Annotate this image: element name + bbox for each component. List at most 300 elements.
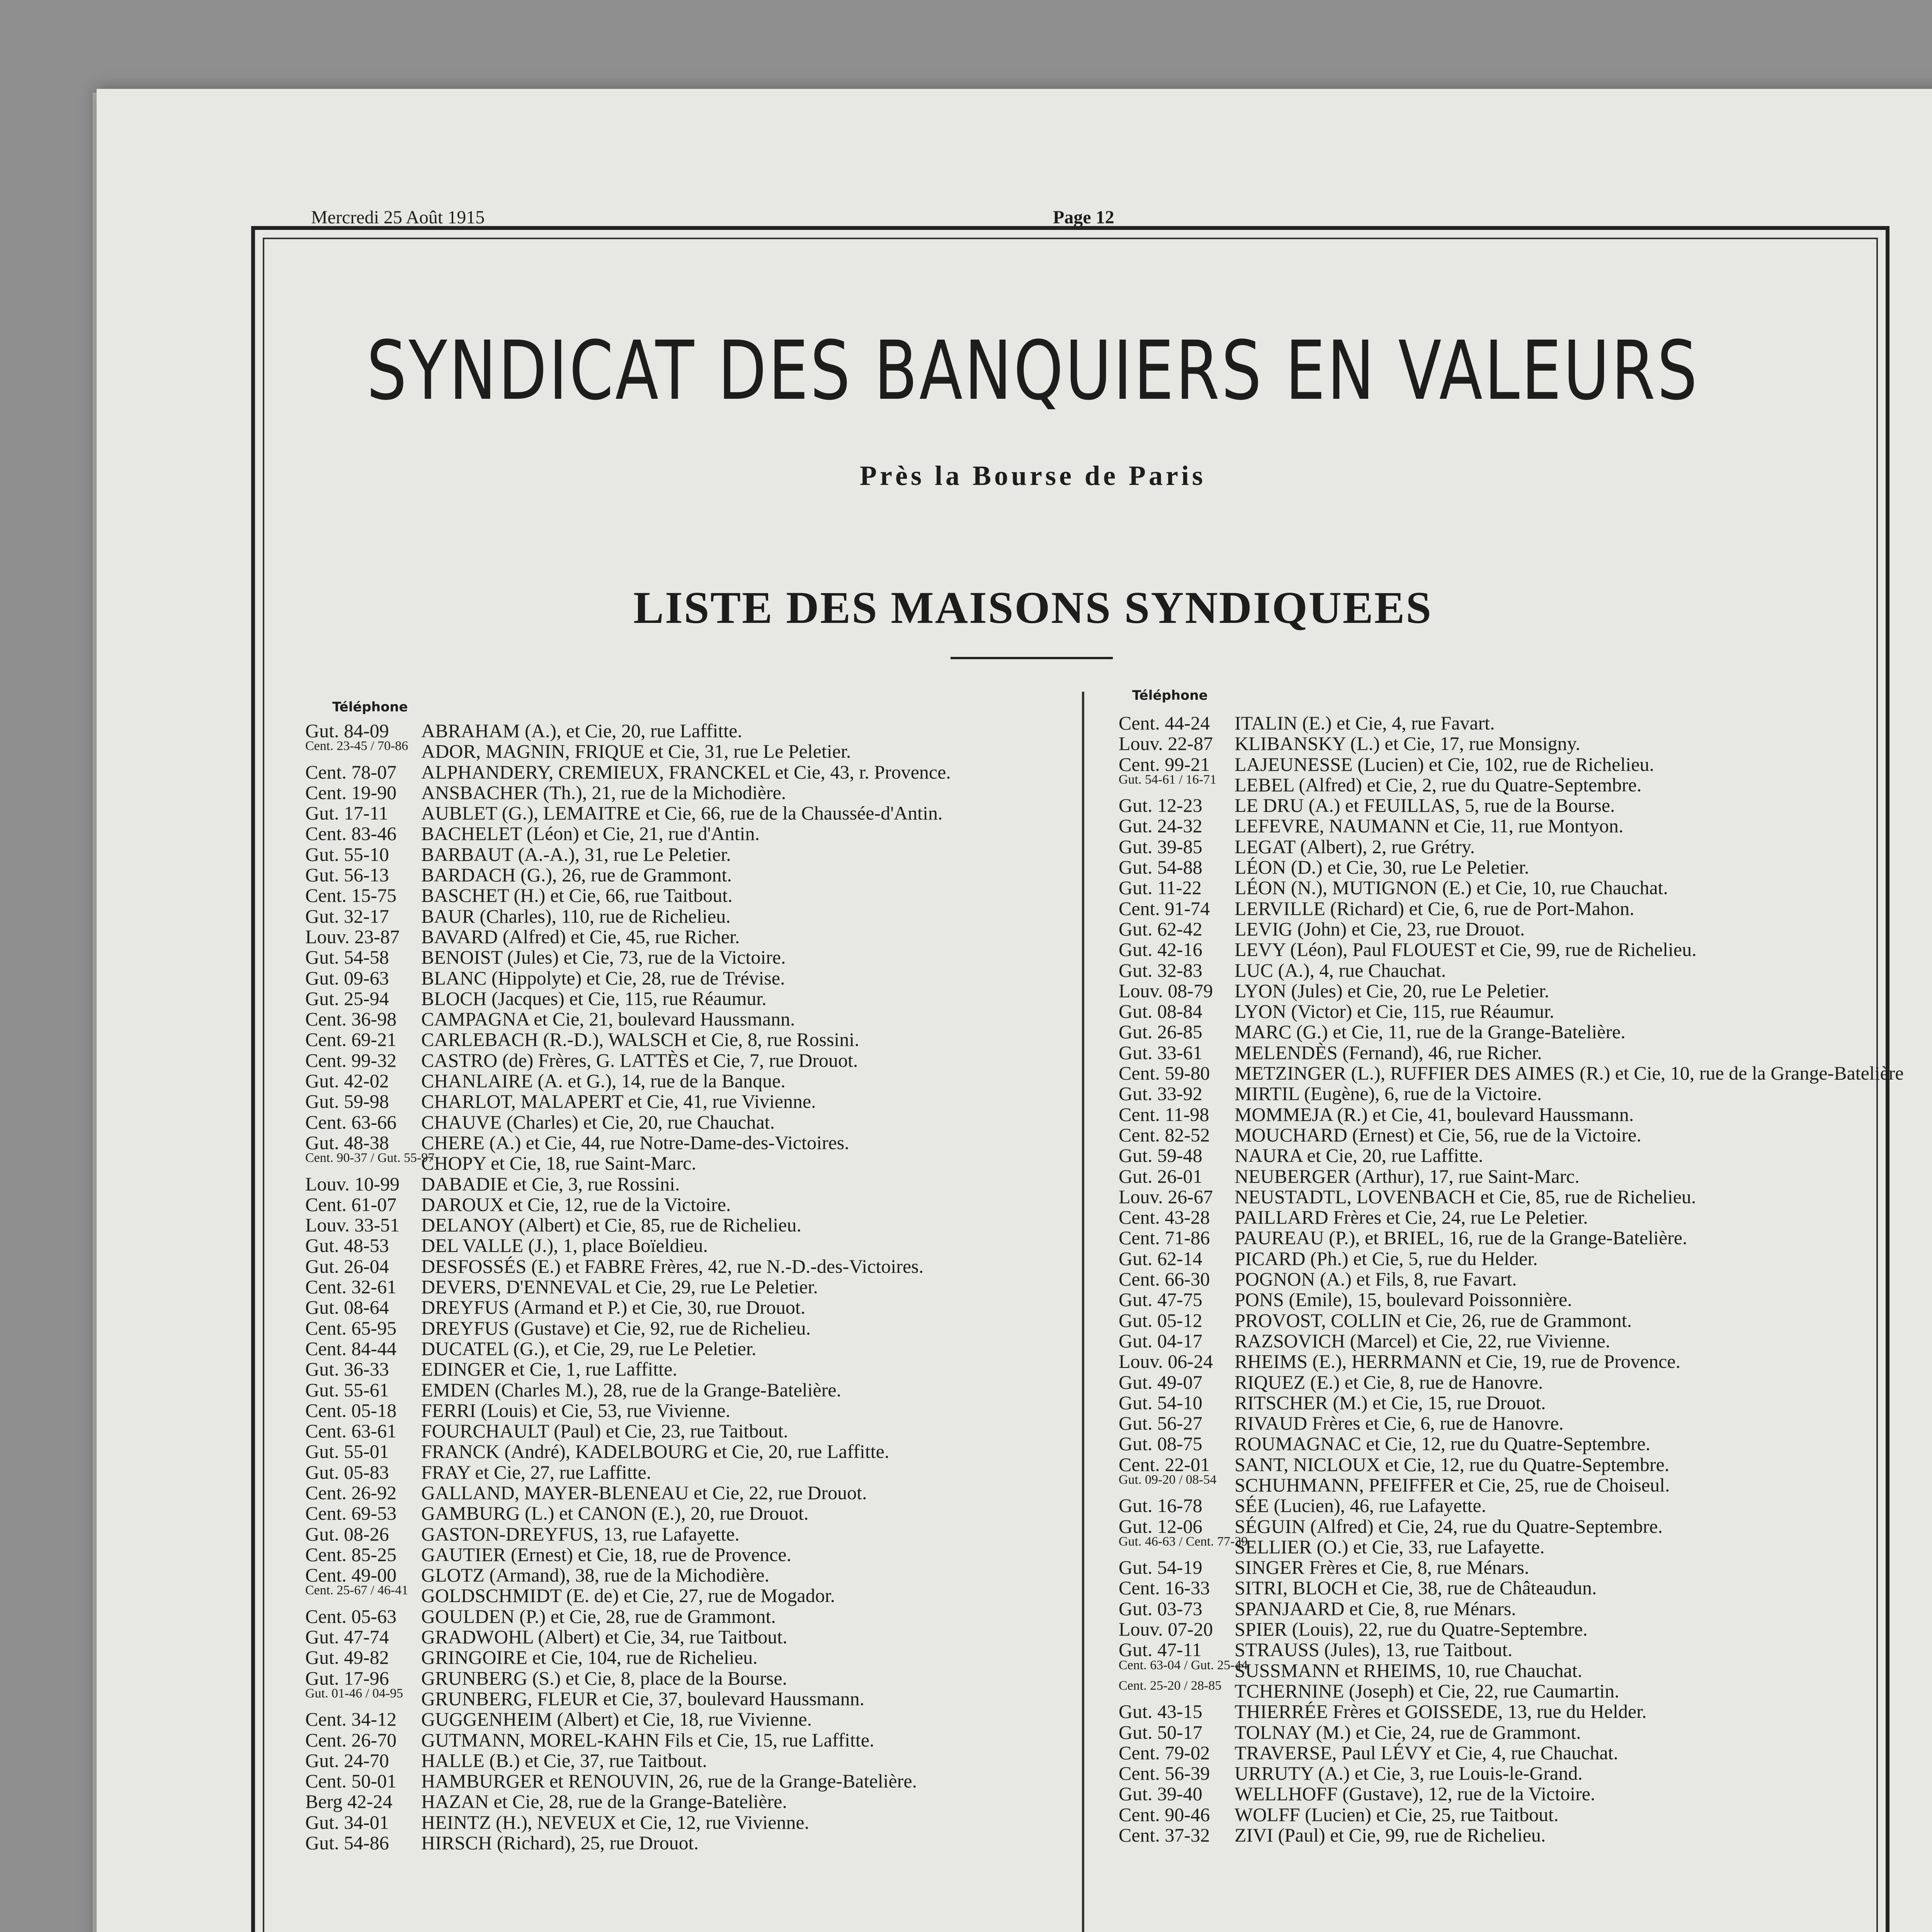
- member-entry: [1119, 1619, 1891, 1639]
- member-entry: [305, 1771, 1078, 1791]
- member-entry: [1119, 1001, 1891, 1022]
- member-name-address: CHOPY et Cie, 18, rue Saint-Marc.: [421, 1152, 696, 1174]
- member-entry: [1119, 1125, 1891, 1145]
- telephone-number: Gut. 42-02: [305, 1070, 389, 1092]
- member-name-address: LEVY (Léon), Paul FLOUEST et Cie, 99, rue de Richelieu.: [1235, 939, 1697, 961]
- member-entry: [305, 1647, 1078, 1668]
- telephone-number: Gut. 12-06: [1119, 1515, 1202, 1537]
- member-name-address: GLOTZ (Armand), 38, rue de la Michodière.: [421, 1564, 770, 1586]
- telephone-number: Gut. 49-07: [1119, 1371, 1202, 1393]
- telephone-number: Gut. 54-88: [1119, 856, 1202, 878]
- member-entry: [305, 1194, 1078, 1215]
- member-entry: [305, 721, 1078, 741]
- member-name-address: EDINGER et Cie, 1, rue Laffitte.: [421, 1358, 677, 1380]
- telephone-number: Cent. 05-18: [305, 1399, 397, 1421]
- member-entry: [1119, 1145, 1891, 1166]
- telephone-number: Louv. 22-87: [1119, 733, 1213, 755]
- member-entry: [305, 1380, 1078, 1400]
- member-entry: [305, 1400, 1078, 1421]
- member-name-address: MOMMEJA (R.) et Cie, 41, boulevard Haussmann.: [1235, 1103, 1634, 1125]
- member-name-address: TCHERNINE (Joseph) et Cie, 22, rue Caumartin.: [1235, 1680, 1619, 1702]
- member-entry: [1119, 816, 1891, 836]
- telephone-number: Gut. 17-96: [305, 1667, 389, 1689]
- telephone-number: Gut. 59-48: [1119, 1145, 1202, 1167]
- member-entry: [1119, 733, 1891, 754]
- telephone-number: Cent. 84-44: [305, 1337, 397, 1359]
- telephone-number: Gut. 33-92: [1119, 1083, 1202, 1105]
- member-entry: [305, 1215, 1078, 1235]
- telephone-number: Gut. 03-73: [1119, 1597, 1202, 1619]
- member-name-address: NEUBERGER (Arthur), 17, rue Saint-Marc.: [1235, 1165, 1580, 1187]
- telephone-number: Gut. 12-23: [1119, 794, 1202, 816]
- member-entry: [1119, 1701, 1891, 1722]
- member-entry: [305, 1812, 1078, 1833]
- member-name-address: DEVERS, D'ENNEVAL et Cie, 29, rue Le Peletier.: [421, 1276, 818, 1298]
- member-entry: [305, 1750, 1078, 1771]
- telephone-number: Cent. 50-01: [305, 1770, 397, 1792]
- member-entry: [1119, 1743, 1891, 1763]
- telephone-number: Cent. 85-25: [305, 1543, 397, 1565]
- member-name-address: SCHUHMANN, PFEIFFER et Cie, 25, rue de Choiseul.: [1235, 1474, 1670, 1496]
- telephone-number: Cent. 43-28: [1119, 1206, 1210, 1228]
- telephone-number: Gut. 11-22: [1119, 877, 1202, 899]
- member-entry: [305, 844, 1078, 865]
- member-entry: [305, 906, 1078, 927]
- telephone-number: Gut. 56-27: [1119, 1412, 1202, 1434]
- member-name-address: GAUTIER (Ernest) et Cie, 18, rue de Provence.: [421, 1543, 792, 1565]
- member-name-address: MIRTIL (Eugène), 6, rue de la Victoire.: [1235, 1083, 1542, 1105]
- member-name-address: HEINTZ (H.), NEVEUX et Cie, 12, rue Vivienne.: [421, 1811, 810, 1833]
- member-entry: [1119, 1413, 1891, 1434]
- telephone-number: Gut. 25-94: [305, 987, 389, 1009]
- member-entry: [305, 741, 1078, 762]
- member-entry: [305, 1133, 1078, 1153]
- telephone-number: Cent. 65-95: [305, 1317, 397, 1339]
- member-name-address: TOLNAY (M.) et Cie, 24, rue de Grammont.: [1235, 1721, 1581, 1743]
- telephone-number: Gut. 59-98: [305, 1090, 389, 1112]
- telephone-number: Cent. 49-00: [305, 1564, 397, 1586]
- member-entry: [305, 1441, 1078, 1462]
- telephone-number: Gut. 55-10: [305, 843, 389, 865]
- telephone-number: Gut. 24-32: [1119, 815, 1202, 837]
- member-entry: [305, 1668, 1078, 1689]
- member-entry: [1119, 1083, 1891, 1104]
- member-entry: [1119, 1022, 1891, 1042]
- left-member-list: [305, 721, 1078, 1853]
- member-entry: [1119, 1825, 1891, 1845]
- member-entry: [1119, 1639, 1891, 1660]
- member-name-address: ZIVI (Paul) et Cie, 99, rue de Richelieu.: [1235, 1824, 1546, 1846]
- telephone-number: Gut. 46-63 / Cent. 77-39: [1119, 1534, 1248, 1549]
- member-entry: [305, 1359, 1078, 1379]
- telephone-number: Gut. 26-01: [1119, 1165, 1202, 1187]
- telephone-number: Cent. 37-32: [1119, 1824, 1210, 1846]
- telephone-number: Gut. 56-13: [305, 864, 389, 886]
- member-entry: [1119, 1043, 1891, 1063]
- telephone-number: Gut. 08-75: [1119, 1433, 1202, 1455]
- member-entry: [1119, 939, 1891, 960]
- member-entry: [1119, 837, 1891, 857]
- member-entry: [1119, 960, 1891, 981]
- syndicate-subtitle: Près la Bourse de Paris: [860, 460, 1206, 491]
- member-name-address: HIRSCH (Richard), 25, rue Drouot.: [421, 1832, 699, 1854]
- member-entry: [1119, 713, 1891, 733]
- member-entry: [1119, 878, 1891, 898]
- member-name-address: URRUTY (A.) et Cie, 3, rue Louis-le-Grand.: [1235, 1762, 1583, 1784]
- telephone-number: Gut. 50-17: [1119, 1721, 1202, 1743]
- member-name-address: STRAUSS (Jules), 13, rue Taitbout.: [1235, 1639, 1513, 1661]
- member-entry: [305, 1071, 1078, 1091]
- member-entry: [305, 1318, 1078, 1338]
- member-name-address: WELLHOFF (Gustave), 12, rue de la Victoire.: [1235, 1783, 1595, 1805]
- telephone-number: Gut. 32-83: [1119, 959, 1202, 981]
- telephone-number: Cent. 16-33: [1119, 1577, 1210, 1599]
- member-entry: [305, 865, 1078, 885]
- member-entry: [1119, 1331, 1891, 1351]
- member-entry: [305, 1606, 1078, 1627]
- member-entry: [305, 1565, 1078, 1585]
- member-entry: [305, 1524, 1078, 1544]
- member-name-address: CHERE (A.) et Cie, 44, rue Notre-Dame-des-Victoires.: [421, 1131, 849, 1153]
- member-entry: [305, 1791, 1078, 1812]
- member-entry: [305, 1297, 1078, 1318]
- member-entry: [1119, 1454, 1891, 1475]
- member-name-address: LE DRU (A.) et FEUILLAS, 5, rue de la Bourse.: [1235, 794, 1615, 816]
- member-entry: [1119, 1722, 1891, 1743]
- member-name-address: DABADIE et Cie, 3, rue Rossini.: [421, 1173, 680, 1195]
- telephone-number: Cent. 66-30: [1119, 1268, 1210, 1290]
- telephone-number: Gut. 24-70: [305, 1749, 389, 1771]
- member-name-address: SÉGUIN (Alfred) et Cie, 24, rue du Quatre-Septembre.: [1235, 1515, 1663, 1537]
- member-name-address: MOUCHARD (Ernest) et Cie, 56, rue de la Victoire.: [1235, 1124, 1641, 1146]
- member-name-address: DAROUX et Cie, 12, rue de la Victoire.: [421, 1193, 731, 1215]
- member-name-address: LUC (A.), 4, rue Chauchat.: [1235, 959, 1446, 981]
- telephone-number: Gut. 33-61: [1119, 1041, 1202, 1063]
- telephone-number: Cent. 63-66: [305, 1111, 397, 1133]
- telephone-number: Gut. 47-75: [1119, 1289, 1202, 1311]
- telephone-number: Cent. 11-98: [1119, 1103, 1209, 1125]
- member-entry: [1119, 1678, 1891, 1702]
- member-entry: [305, 1483, 1078, 1503]
- telephone-number: Gut. 09-20 / 08-54: [1119, 1472, 1217, 1487]
- member-entry: [1119, 1393, 1891, 1413]
- member-name-address: PICARD (Ph.) et Cie, 5, rue du Helder.: [1235, 1247, 1538, 1269]
- member-name-address: RAZSOVICH (Marcel) et Cie, 22, rue Vivienne.: [1235, 1330, 1611, 1352]
- member-entry: [1119, 1248, 1891, 1269]
- telephone-number: Gut. 05-83: [305, 1461, 389, 1483]
- telephone-number: Gut. 16-78: [1119, 1495, 1202, 1517]
- telephone-number: Cent. 26-70: [305, 1729, 397, 1751]
- member-entry: [1119, 1166, 1891, 1187]
- member-name-address: DELANOY (Albert) et Cie, 85, rue de Richelieu.: [421, 1214, 801, 1236]
- member-name-address: GOULDEN (P.) et Cie, 28, rue de Grammont.: [421, 1605, 776, 1627]
- telephone-number: Cent. 78-07: [305, 761, 397, 783]
- telephone-number: Cent. 99-32: [305, 1049, 397, 1071]
- right-member-list: [1119, 712, 1904, 1846]
- telephone-number: Gut. 17-11: [305, 802, 388, 824]
- member-entry: [1119, 1534, 1891, 1558]
- telephone-number: Gut. 54-10: [1119, 1391, 1202, 1413]
- member-name-address: BARDACH (G.), 26, rue de Grammont.: [421, 864, 732, 886]
- member-entry: [305, 803, 1078, 823]
- telephone-number: Cent. 82-52: [1119, 1124, 1210, 1146]
- member-name-address: GALLAND, MAYER-BLENEAU et Cie, 22, rue Drouot.: [421, 1481, 867, 1503]
- member-name-address: SPANJAARD et Cie, 8, rue Ménars.: [1235, 1597, 1516, 1619]
- member-name-address: HAZAN et Cie, 28, rue de la Grange-Batelière.: [421, 1791, 787, 1813]
- member-name-address: PAILLARD Frères et Cie, 24, rue Le Peletier.: [1235, 1206, 1588, 1228]
- telephone-number: Gut. 84-09: [305, 720, 389, 742]
- member-name-address: CARLEBACH (R.-D.), WALSCH et Cie, 8, rue Rossini.: [421, 1029, 859, 1051]
- member-name-address: LYON (Victor) et Cie, 115, rue Réaumur.: [1235, 1000, 1554, 1022]
- telephone-number: Cent. 22-01: [1119, 1453, 1210, 1475]
- member-entry: [1119, 898, 1891, 919]
- telephone-number: Cent. 36-98: [305, 1008, 397, 1030]
- member-name-address: AUBLET (G.), LEMAITRE et Cie, 66, rue de la Chaussée-d'Antin.: [421, 802, 943, 824]
- telephone-number: Gut. 55-01: [305, 1440, 389, 1463]
- member-name-address: DUCATEL (G.), et Cie, 29, rue Le Peletier.: [421, 1337, 757, 1359]
- telephone-number: Louv. 06-24: [1119, 1350, 1213, 1372]
- member-entry: [305, 1153, 1078, 1173]
- member-name-address: TRAVERSE, Paul LÉVY et Cie, 4, rue Chauchat.: [1235, 1742, 1618, 1764]
- telephone-number: Cent. 83-46: [305, 823, 397, 845]
- member-name-address: LAJEUNESSE (Lucien) et Cie, 102, rue de Richelieu.: [1235, 753, 1654, 775]
- telephone-number: Gut. 47-11: [1119, 1639, 1202, 1661]
- member-entry: [1119, 1472, 1891, 1496]
- title-rule: [951, 657, 1113, 659]
- column-divider: [1082, 692, 1084, 1932]
- telephone-number: Cent. 59-80: [1119, 1062, 1210, 1084]
- telephone-number: Gut. 54-19: [1119, 1556, 1202, 1578]
- member-entry: [1119, 1351, 1891, 1372]
- member-name-address: LERVILLE (Richard) et Cie, 6, rue de Port-Mahon.: [1235, 897, 1634, 919]
- member-entry: [305, 988, 1078, 1009]
- member-entry: [305, 968, 1078, 988]
- issue-date: Mercredi 25 Août 1915: [311, 207, 485, 228]
- member-name-address: CAMPAGNA et Cie, 21, boulevard Haussmann.: [421, 1008, 795, 1030]
- member-name-address: RITSCHER (M.) et Cie, 15, rue Drouot.: [1235, 1391, 1546, 1413]
- telephone-number: Gut. 48-38: [305, 1131, 389, 1153]
- telephone-number: Cent. 44-24: [1119, 712, 1210, 734]
- telephone-number: Gut. 32-17: [305, 905, 389, 927]
- member-name-address: DREYFUS (Armand et P.) et Cie, 30, rue Drouot.: [421, 1296, 806, 1318]
- telephone-number: Gut. 42-16: [1119, 939, 1202, 961]
- member-name-address: METZINGER (L.), RUFFIER DES AIMES (R.) et Cie, 10, rue de la Grange-Batelière: [1235, 1062, 1904, 1084]
- member-name-address: DEL VALLE (J.), 1, place Boïeldieu.: [421, 1235, 708, 1257]
- member-name-address: MARC (G.) et Cie, 11, rue de la Grange-Batelière.: [1235, 1021, 1626, 1043]
- member-name-address: GRUNBERG (S.) et Cie, 8, place de la Bourse.: [421, 1667, 787, 1689]
- member-name-address: SÉE (Lucien), 46, rue Lafayette.: [1235, 1495, 1486, 1517]
- telephone-number: Cent. 23-45 / 70-86: [305, 739, 408, 753]
- member-name-address: BLOCH (Jacques) et Cie, 115, rue Réaumur.: [421, 987, 767, 1009]
- member-entry: [305, 782, 1078, 803]
- member-entry: [305, 1833, 1078, 1853]
- member-name-address: BASCHET (H.) et Cie, 66, rue Taitbout.: [421, 884, 733, 906]
- telephone-number: Louv. 08-79: [1119, 980, 1213, 1002]
- telephone-number: Cent. 56-39: [1119, 1762, 1210, 1784]
- telephone-number: Gut. 48-53: [305, 1235, 389, 1257]
- member-name-address: LÉON (D.) et Cie, 30, rue Le Peletier.: [1235, 856, 1529, 878]
- telephone-number: Cent. 25-67 / 46-41: [305, 1583, 408, 1598]
- member-name-address: WOLFF (Lucien) et Cie, 25, rue Taitbout.: [1235, 1803, 1559, 1825]
- member-name-address: ADOR, MAGNIN, FRIQUE et Cie, 31, rue Le Peletier.: [421, 740, 851, 762]
- member-name-address: HAMBURGER et RENOUVIN, 26, rue de la Grange-Batelière.: [421, 1770, 917, 1792]
- member-entry: [305, 1421, 1078, 1441]
- member-name-address: RIVAUD Frères et Cie, 6, rue de Hanovre.: [1235, 1412, 1564, 1434]
- member-entry: [1119, 1062, 1904, 1084]
- member-name-address: SELLIER (O.) et Cie, 33, rue Lafayette.: [1235, 1536, 1545, 1558]
- telephone-number: Cent. 71-86: [1119, 1227, 1210, 1249]
- member-entry: [305, 1462, 1078, 1483]
- member-entry: [1119, 1763, 1891, 1784]
- telephone-number: Gut. 34-01: [305, 1811, 389, 1833]
- member-name-address: CASTRO (de) Frères, G. LATTÈS et Cie, 7, rue Drouot.: [421, 1049, 858, 1071]
- list-title: LISTE DES MAISONS SYNDIQUEES: [633, 582, 1432, 633]
- member-name-address: PROVOST, COLLIN et Cie, 26, rue de Grammont.: [1235, 1309, 1632, 1331]
- member-name-address: NAURA et Cie, 20, rue Laffitte.: [1235, 1145, 1483, 1167]
- telephone-number: Gut. 54-61 / 16-71: [1119, 772, 1217, 787]
- member-entry: [305, 1235, 1078, 1256]
- syndicate-title: SYNDICAT DES BANQUIERS EN VALEURS: [366, 323, 1699, 418]
- member-entry: [1119, 1804, 1891, 1825]
- member-name-address: GUGGENHEIM (Albert) et Cie, 18, rue Vivienne.: [421, 1708, 812, 1730]
- telephone-number: Cent. 63-04 / Gut. 25-44: [1119, 1658, 1248, 1672]
- member-entry: [1119, 772, 1891, 796]
- telephone-number: Louv. 23-87: [305, 925, 400, 947]
- member-name-address: DESFOSSÉS (E.) et FABRE Frères, 42, rue N.-D.-des-Victoires.: [421, 1255, 924, 1277]
- telephone-number: Cent. 26-92: [305, 1481, 397, 1503]
- telephone-number: Gut. 08-64: [305, 1296, 389, 1318]
- telephone-number: Gut. 55-61: [305, 1379, 389, 1401]
- member-entry: [305, 1029, 1078, 1050]
- telephone-number: Gut. 54-58: [305, 946, 389, 968]
- telephone-number: Gut. 39-40: [1119, 1783, 1202, 1805]
- member-entry: [305, 1174, 1078, 1194]
- telephone-number: Cent. 99-21: [1119, 753, 1210, 775]
- member-entry: [1119, 1310, 1891, 1331]
- member-entry: [305, 1256, 1078, 1277]
- telephone-number: Gut. 09-63: [305, 967, 389, 989]
- member-entry: [305, 1277, 1078, 1297]
- member-name-address: ROUMAGNAC et Cie, 12, rue du Quatre-Septembre.: [1235, 1433, 1651, 1455]
- telephone-number: Gut. 62-14: [1119, 1247, 1202, 1269]
- member-name-address: GUTMANN, MOREL-KAHN Fils et Cie, 15, rue Laffitte.: [421, 1729, 874, 1751]
- telephone-number: Louv. 33-51: [305, 1214, 400, 1236]
- member-entry: [305, 1503, 1078, 1524]
- member-entry: [1119, 919, 1891, 939]
- member-entry: [305, 1686, 1078, 1709]
- member-name-address: SITRI, BLOCH et Cie, 38, rue de Châteaudun.: [1235, 1577, 1597, 1599]
- member-entry: [305, 1338, 1078, 1359]
- member-name-address: SINGER Frères et Cie, 8, rue Ménars.: [1235, 1556, 1529, 1578]
- member-name-address: FERRI (Louis) et Cie, 53, rue Vivienne.: [421, 1399, 731, 1421]
- telephone-number: Louv. 07-20: [1119, 1618, 1213, 1640]
- member-entry: [305, 1112, 1078, 1133]
- member-name-address: PAUREAU (P.), et BRIEL, 16, rue de la Grange-Batelière.: [1235, 1227, 1687, 1249]
- telephone-number: Gut. 05-12: [1119, 1309, 1202, 1331]
- telephone-number: Cent. 05-63: [305, 1605, 397, 1627]
- member-name-address: MELENDÈS (Fernand), 46, rue Richer.: [1235, 1041, 1542, 1063]
- telephone-number: Gut. 47-74: [305, 1626, 389, 1648]
- member-entry: [1119, 1516, 1891, 1537]
- member-entry: [1119, 1495, 1891, 1516]
- telephone-number: Gut. 01-46 / 04-95: [305, 1686, 403, 1701]
- member-entry: [1119, 981, 1891, 1001]
- telephone-number: Gut. 62-42: [1119, 918, 1202, 940]
- member-name-address: EMDEN (Charles M.), 28, rue de la Grange-Batelière.: [421, 1379, 842, 1401]
- member-entry: [305, 1585, 1078, 1606]
- telephone-number: Gut. 26-04: [305, 1255, 389, 1277]
- member-name-address: CHARLOT, MALAPERT et Cie, 41, rue Vivienne.: [421, 1090, 816, 1112]
- member-entry: [305, 927, 1078, 947]
- member-name-address: LEVIG (John) et Cie, 23, rue Drouot.: [1235, 918, 1525, 940]
- member-name-address: THIERRÉE Frères et GOISSEDE, 13, rue du Helder.: [1235, 1701, 1647, 1723]
- member-name-address: KLIBANSKY (L.) et Cie, 17, rue Monsigny.: [1235, 733, 1580, 755]
- member-entry: [305, 823, 1078, 844]
- member-name-address: POGNON (A.) et Fils, 8, rue Favart.: [1235, 1268, 1517, 1290]
- telephone-number: Cent. 15-75: [305, 884, 397, 906]
- telephone-number: Louv. 10-99: [305, 1173, 400, 1195]
- member-entry: [305, 1091, 1078, 1112]
- member-entry: [1119, 1372, 1891, 1393]
- member-name-address: BARBAUT (A.-A.), 31, rue Le Peletier.: [421, 843, 731, 865]
- member-name-address: RIQUEZ (E.) et Cie, 8, rue de Hanovre.: [1235, 1371, 1543, 1393]
- member-name-address: GRADWOHL (Albert) et Cie, 34, rue Taitbout.: [421, 1626, 787, 1648]
- telephone-number: Louv. 26-67: [1119, 1185, 1213, 1208]
- member-name-address: BAUR (Charles), 110, rue de Richelieu.: [421, 905, 731, 927]
- member-name-address: LYON (Jules) et Cie, 20, rue Le Peletier.: [1235, 980, 1549, 1002]
- telephone-number: Cent. 79-02: [1119, 1742, 1210, 1764]
- member-name-address: PONS (Emile), 15, boulevard Poissonnière.: [1235, 1289, 1572, 1311]
- member-entry: [305, 1627, 1078, 1647]
- page-number: Page 12: [1053, 207, 1114, 228]
- member-entry: [1119, 857, 1891, 878]
- member-entry: [1119, 1434, 1891, 1454]
- member-name-address: LEGAT (Albert), 2, rue Grétry.: [1235, 835, 1475, 857]
- telephone-number: Gut. 08-84: [1119, 1000, 1202, 1022]
- member-name-address: FOURCHAULT (Paul) et Cie, 23, rue Taitbout.: [421, 1420, 788, 1442]
- member-name-address: GASTON-DREYFUS, 13, rue Lafayette.: [421, 1523, 740, 1545]
- member-entry: [305, 762, 1078, 782]
- telephone-number: Cent. 90-37 / Gut. 55-97: [305, 1151, 435, 1165]
- member-name-address: FRANCK (André), KADELBOURG et Cie, 20, rue Laffitte.: [421, 1440, 889, 1463]
- member-entry: [1119, 1207, 1891, 1228]
- member-entry: [1119, 1187, 1891, 1207]
- member-name-address: RHEIMS (E.), HERRMANN et Cie, 19, rue de Provence.: [1235, 1350, 1680, 1372]
- member-name-address: GRUNBERG, FLEUR et Cie, 37, boulevard Haussmann.: [421, 1687, 865, 1709]
- member-entry: [1119, 754, 1891, 775]
- member-name-address: BACHELET (Léon) et Cie, 21, rue d'Antin.: [421, 823, 760, 845]
- left-telephone-heading: Téléphone: [332, 699, 408, 715]
- member-entry: [305, 947, 1078, 968]
- telephone-number: Cent. 69-53: [305, 1502, 397, 1524]
- member-name-address: FRAY et Cie, 27, rue Laffitte.: [421, 1461, 651, 1483]
- telephone-number: Cent. 69-21: [305, 1029, 397, 1051]
- member-name-address: LEBEL (Alfred) et Cie, 2, rue du Quatre-Septembre.: [1235, 774, 1642, 796]
- member-entry: [305, 1709, 1078, 1730]
- member-name-address: HALLE (B.) et Cie, 37, rue Taitbout.: [421, 1749, 707, 1771]
- telephone-number: Gut. 49-82: [305, 1646, 389, 1668]
- member-name-address: GAMBURG (L.) et CANON (E.), 20, rue Drouot.: [421, 1502, 809, 1524]
- telephone-number: Cent. 90-46: [1119, 1803, 1210, 1825]
- telephone-number: Cent. 32-61: [305, 1276, 397, 1298]
- telephone-number: Cent. 34-12: [305, 1708, 397, 1730]
- telephone-number: Berg 42-24: [305, 1791, 393, 1813]
- telephone-number: Cent. 91-74: [1119, 897, 1210, 919]
- member-entry: [1119, 1599, 1891, 1619]
- member-name-address: BLANC (Hippolyte) et Cie, 28, rue de Trévise.: [421, 967, 785, 989]
- member-name-address: SUSSMANN et RHEIMS, 10, rue Chauchat.: [1235, 1659, 1582, 1681]
- member-name-address: BENOIST (Jules) et Cie, 73, rue de la Victoire.: [421, 946, 786, 968]
